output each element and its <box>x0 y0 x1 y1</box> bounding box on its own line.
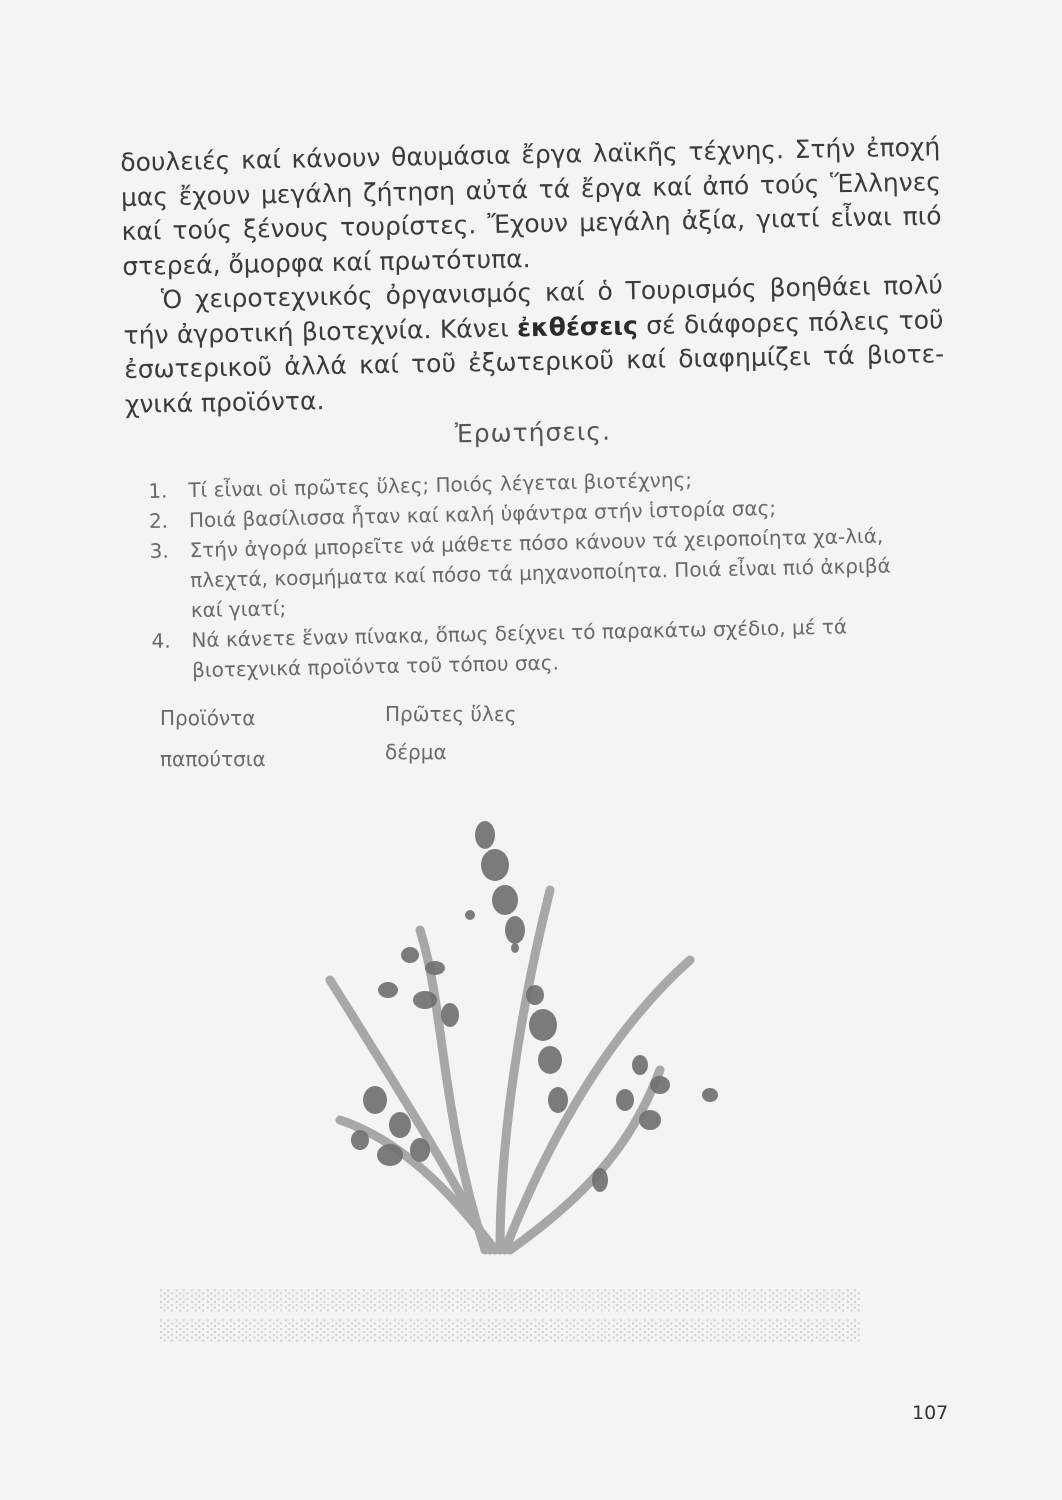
blossom-clusters <box>351 821 718 1192</box>
questions-heading: Ἐρωτήσεις. <box>454 416 612 449</box>
question-item: 4. Νά κάνετε ἕναν πίνακα, ὅπως δείχνει τό παρακάτω σχέδιο, μέ τά βιοτεχνικά προϊόντα τοῦ τόπου σας. <box>151 614 848 683</box>
table-header-raw-materials: Πρῶτες ὕλες <box>385 702 517 726</box>
question-item: 1. Τί εἶναι οἱ πρῶτες ὕλες; Ποιός λέγεται βιοτέχνης; <box>148 467 693 503</box>
table-header-products: Προϊόντα <box>160 706 256 730</box>
body-text <box>120 130 945 422</box>
paragraph-2: Ὁ χειροτεχνικός ὀργανισμός καί ὁ Τουρισμός βοηθάει πολύ τήν ἀγροτική βιοτεχνία. Κάνει ἐκθέσεις σέ διάφορες πόλεις τοῦ ἐσωτερικοῦ ἀλλά καί τοῦ ἐξωτερικοῦ καί διαφημίζει τά βιοτε-χνικά προϊόντα. <box>123 270 945 419</box>
leaf-stroke <box>510 1070 660 1250</box>
paragraph-1: δουλειές καί κάνουν θαυμάσια ἔργα λαϊκῆς τέχνης. Στήν ἐποχή μας ἔχουν μεγάλη ζήτηση αὐτά τά ἔργα καί ἀπό τούς Ἕλληνες καί τούς ξένους τουρίστες. Ἔχουν μεγάλη ἀξία, γιατί εἶναι πιό στερεά, ὄμορφα καί πρωτότυπα. <box>120 132 942 281</box>
flower-illustration <box>300 810 760 1280</box>
bold-term: ἐκθέσεις <box>516 310 639 342</box>
bleed-through-text: ░░░░░░░░░░░░░░░░░░░░░░░░░░░░░░░░░░░░░░░░░░░░░ <box>160 1290 863 1312</box>
question-item: 2. Ποιά βασίλισσα ἦταν καί καλή ὑφάντρα στήν ἱστορία σας; <box>148 495 777 533</box>
bleed-through-text: ░░░░░░░░░░░░░░░░░░░░░░░░░░░░░░░░░░░░░░░░░░░░░ <box>160 1320 863 1342</box>
questions-list <box>148 460 912 686</box>
question-item: 3. Στήν ἀγορά μπορεῖτε νά μάθετε πόσο κάνουν τά χειροποίητα χα-λιά, πλεχτά, κοσμήματα καί πόσο τά μηχανοποίητα. Ποιά εἶναι πιό ἀκριβά καί γιατί; <box>149 523 891 623</box>
page-number: 107 <box>912 1402 949 1424</box>
table-cell-product: παπούτσια <box>160 747 266 771</box>
table-cell-material: δέρμα <box>385 740 447 764</box>
